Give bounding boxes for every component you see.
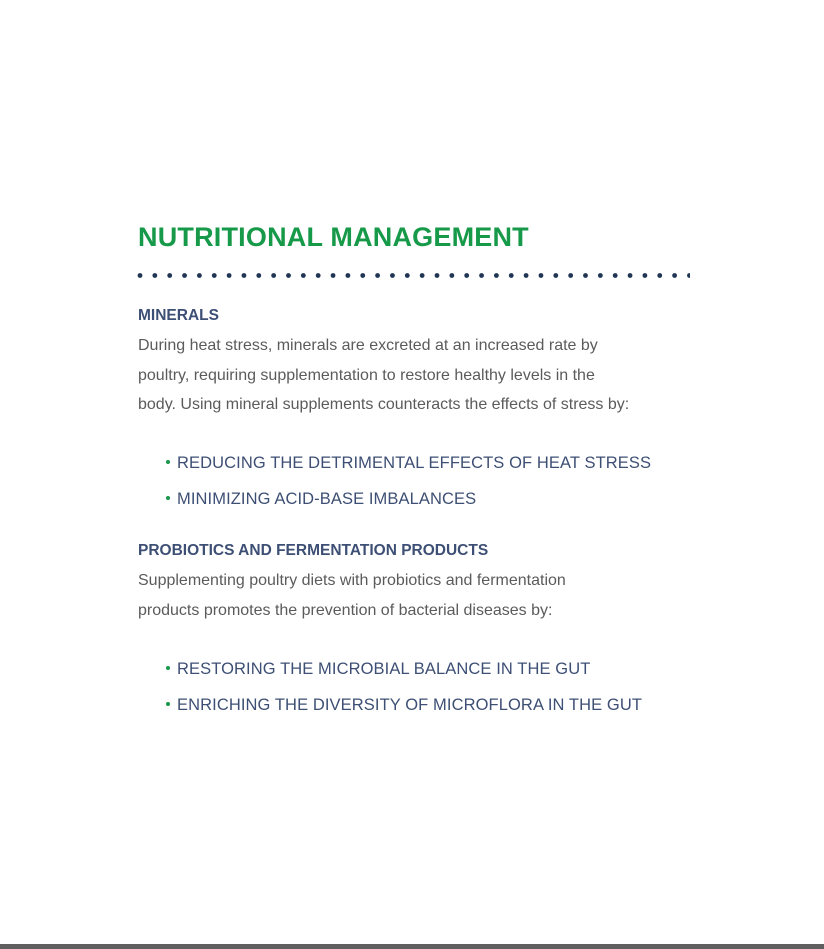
divider-dot: [197, 273, 202, 278]
divider-dot: [152, 273, 157, 278]
list-item: [166, 660, 642, 696]
divider-dot: [613, 273, 618, 278]
divider-dot: [360, 273, 365, 278]
paragraph-line: products promotes the prevention of bacterial diseases by:: [138, 601, 553, 619]
list-item: [166, 454, 651, 490]
divider-dot: [271, 273, 276, 278]
divider-dot: [494, 273, 499, 278]
divider-dot: [286, 273, 291, 278]
list-item-text: ENRICHING THE DIVERSITY OF MICROFLORA IN THE GUT: [177, 696, 643, 714]
divider-dot: [390, 273, 395, 278]
divider-dot: [479, 273, 484, 278]
divider-dot: [256, 273, 261, 278]
bullet-dot-icon: [166, 702, 170, 706]
divider-dot: [464, 273, 469, 278]
list-item-text: RESTORING THE MICROBIAL BALANCE IN THE GUT: [177, 660, 591, 678]
divider-dot: [657, 273, 662, 278]
bullet-list-probiotics: [166, 660, 642, 732]
divider-dot: [182, 273, 187, 278]
list-item: [166, 490, 651, 526]
divider-dot: [227, 273, 232, 278]
divider-dot: [687, 273, 690, 278]
divider-dot: [138, 273, 143, 278]
divider-dot: [628, 273, 633, 278]
divider-dot: [568, 273, 573, 278]
section-paragraph-probiotics: [138, 566, 738, 625]
divider-dot: [316, 273, 321, 278]
list-item-text: MINIMIZING ACID-BASE IMBALANCES: [177, 490, 477, 508]
paragraph-line: Supplementing poultry diets with probiotics and fermentation: [138, 572, 566, 589]
list-item: [166, 696, 642, 732]
divider-dot: [539, 273, 544, 278]
section-paragraph-minerals: [138, 331, 738, 420]
paragraph-line: During heat stress, minerals are excreted at an increased rate by: [138, 337, 598, 354]
divider-dot: [405, 273, 410, 278]
bullet-list-minerals: [166, 454, 651, 526]
bullet-dot-icon: [166, 496, 170, 500]
dotted-divider: [137, 272, 690, 279]
bullet-dot-icon: [166, 460, 170, 464]
divider-dot: [524, 273, 529, 278]
divider-dot: [553, 273, 558, 278]
divider-dot: [242, 273, 247, 278]
divider-dot: [583, 273, 588, 278]
divider-dot: [672, 273, 677, 278]
paragraph-line: poultry, requiring supplementation to restore healthy levels in the: [138, 366, 595, 384]
section-heading-probiotics: PROBIOTICS AND FERMENTATION PRODUCTS: [138, 542, 489, 559]
divider-dot: [643, 273, 648, 278]
divider-dot: [375, 273, 380, 278]
list-item-text: REDUCING THE DETRIMENTAL EFFECTS OF HEAT STRESS: [177, 454, 652, 472]
divider-dot: [212, 273, 217, 278]
section-heading-minerals: MINERALS: [138, 307, 219, 324]
divider-dot: [598, 273, 603, 278]
bullet-dot-icon: [166, 666, 170, 670]
divider-dot: [346, 273, 351, 278]
divider-dot: [449, 273, 454, 278]
divider-dot: [435, 273, 440, 278]
paragraph-line: body. Using mineral supplements counteracts the effects of stress by:: [138, 396, 630, 413]
divider-dot: [509, 273, 514, 278]
page-title: NUTRITIONAL MANAGEMENT: [138, 222, 529, 252]
divider-dot: [167, 273, 172, 278]
divider-dot: [331, 273, 336, 278]
divider-dot: [420, 273, 425, 278]
bottom-edge-bar: [0, 944, 824, 949]
divider-dot: [301, 273, 306, 278]
